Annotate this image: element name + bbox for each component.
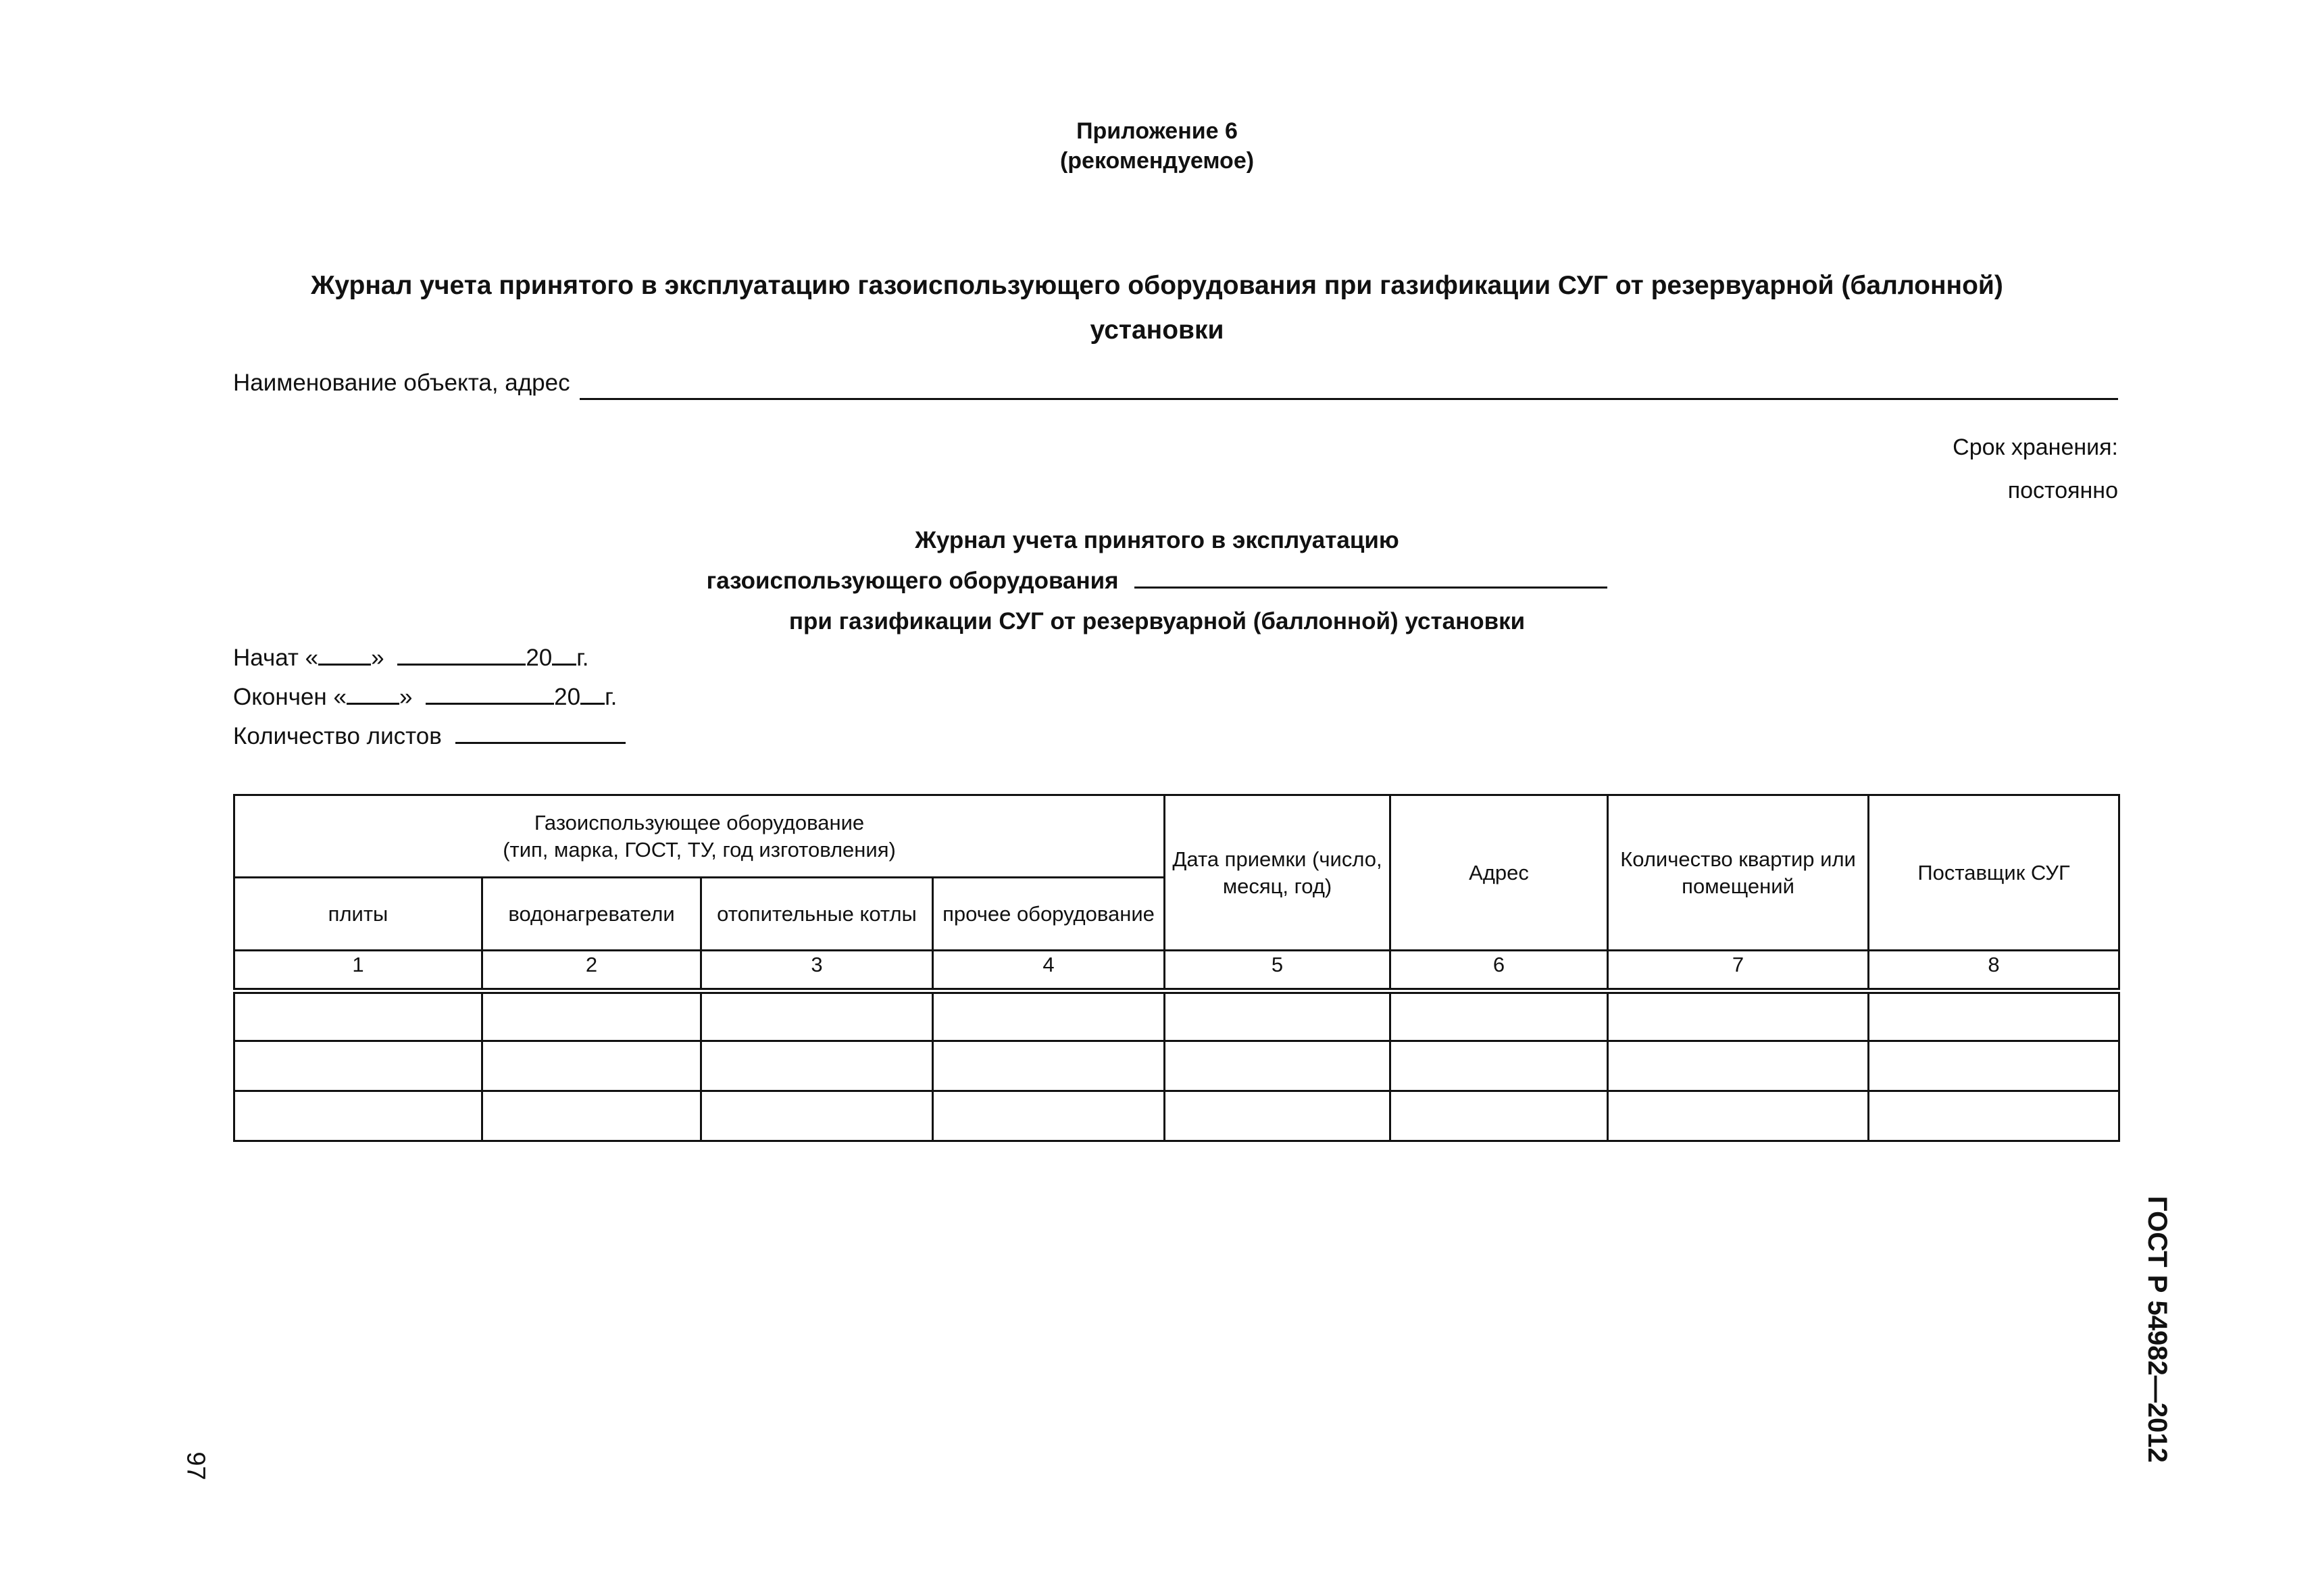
- table-cell: [1869, 991, 2119, 1041]
- sheet-count-blank: [455, 723, 626, 744]
- table-cell: [1390, 1091, 1608, 1141]
- table-cell: [1608, 1041, 1869, 1091]
- started-quote-close: »: [371, 645, 384, 671]
- title-line-1: Журнал учета принятого в эксплуатацию газоиспользующего оборудования при газификации СУГ от резервуарной (баллонной): [311, 271, 2003, 300]
- column-number: 8: [1869, 951, 2119, 991]
- ended-year-blank: [580, 684, 605, 705]
- journal-dates-block: [233, 639, 626, 756]
- boilers-header: отопительные котлы: [701, 878, 933, 951]
- table-cell: [234, 991, 482, 1041]
- column-number: 4: [933, 951, 1165, 991]
- column-numbers-row: [234, 951, 2119, 991]
- stoves-header: плиты: [234, 878, 482, 951]
- table-cell: [1165, 1041, 1390, 1091]
- table-cell: [933, 1091, 1165, 1141]
- table-cell: [701, 1091, 933, 1141]
- object-name-field: [233, 366, 2118, 400]
- journal-cover-title: [0, 520, 2314, 642]
- water-heaters-header: водонагреватели: [482, 878, 701, 951]
- table-row: [234, 1091, 2119, 1141]
- column-number: 7: [1608, 951, 1869, 991]
- equipment-group-header: [234, 795, 1165, 878]
- annex-status: (рекомендуемое): [1059, 148, 1255, 174]
- journal-table: [233, 794, 2120, 1142]
- table-cell: [482, 1091, 701, 1141]
- equipment-group-header-line-1: Газоиспользующее оборудование: [534, 810, 865, 834]
- journal-title-line-2-text: газоиспользующего оборудования: [706, 568, 1119, 594]
- table-cell: [1165, 991, 1390, 1041]
- table-cell: [701, 1041, 933, 1091]
- ended-date-row: [233, 678, 626, 717]
- ended-month-blank: [426, 684, 554, 705]
- document-title: [203, 264, 2111, 353]
- storage-value: постоянно: [2007, 478, 2118, 503]
- sheet-count-label: Количество листов: [233, 723, 442, 749]
- table-cell: [482, 991, 701, 1041]
- other-equipment-header: прочее оборудование: [933, 878, 1165, 951]
- table-cell: [234, 1091, 482, 1141]
- ended-day-blank: [347, 684, 399, 705]
- journal-title-line-2: [0, 561, 2314, 601]
- started-year-suffix: г.: [576, 645, 589, 671]
- journal-title-line-3: при газификации СУГ от резервуарной (баллонной) установки: [788, 608, 1526, 634]
- acceptance-date-header: Дата приемки (число, месяц, год): [1165, 795, 1390, 951]
- column-number: 6: [1390, 951, 1608, 991]
- started-day-blank: [318, 645, 371, 666]
- started-date-row: [233, 639, 626, 678]
- ended-year-prefix: 20: [554, 684, 581, 710]
- started-year-prefix: 20: [526, 645, 553, 671]
- ended-quote-close: »: [399, 684, 413, 710]
- title-line-2: установки: [1090, 316, 1224, 345]
- table-cell: [1869, 1091, 2119, 1141]
- table-cell: [1869, 1041, 2119, 1091]
- journal-title-line-1: Журнал учета принятого в эксплуатацию: [915, 527, 1399, 553]
- started-label: Начат «: [233, 645, 319, 671]
- gost-standard-code: ГОСТ Р 54982—2012: [2142, 1196, 2172, 1463]
- table-row: [234, 991, 2119, 1041]
- table-cell: [1608, 1091, 1869, 1141]
- table-row: [234, 1041, 2119, 1091]
- address-header: Адрес: [1390, 795, 1608, 951]
- ended-label: Окончен «: [233, 684, 347, 710]
- column-number: 1: [234, 951, 482, 991]
- table-cell: [701, 991, 933, 1041]
- table-cell: [1390, 991, 1608, 1041]
- equipment-type-blank-line: [1134, 568, 1607, 589]
- sheet-count-row: [233, 717, 626, 756]
- table-cell: [933, 1041, 1165, 1091]
- column-number: 5: [1165, 951, 1390, 991]
- annex-number: Приложение 6: [1076, 118, 1238, 144]
- table-cell: [933, 991, 1165, 1041]
- page-number: 97: [181, 1451, 210, 1480]
- table-cell: [1608, 991, 1869, 1041]
- started-year-blank: [552, 645, 576, 666]
- storage-period: [1953, 426, 2118, 512]
- annex-heading: [0, 116, 2314, 176]
- ended-year-suffix: г.: [605, 684, 618, 710]
- object-name-blank-line: [580, 372, 2118, 400]
- table-cell: [1165, 1091, 1390, 1141]
- supplier-header: Поставщик СУГ: [1869, 795, 2119, 951]
- table-cell: [482, 1041, 701, 1091]
- object-name-label: Наименование объекта, адрес: [233, 370, 570, 396]
- column-number: 3: [701, 951, 933, 991]
- column-number: 2: [482, 951, 701, 991]
- equipment-group-header-line-2: (тип, марка, ГОСТ, ТУ, год изготовления): [503, 837, 896, 862]
- started-month-blank: [397, 645, 526, 666]
- storage-label: Срок хранения:: [1953, 434, 2118, 460]
- table-cell: [1390, 1041, 1608, 1091]
- apartments-count-header: Количество квартир или помещений: [1608, 795, 1869, 951]
- table-cell: [234, 1041, 482, 1091]
- table-header-row-1: [234, 795, 2119, 878]
